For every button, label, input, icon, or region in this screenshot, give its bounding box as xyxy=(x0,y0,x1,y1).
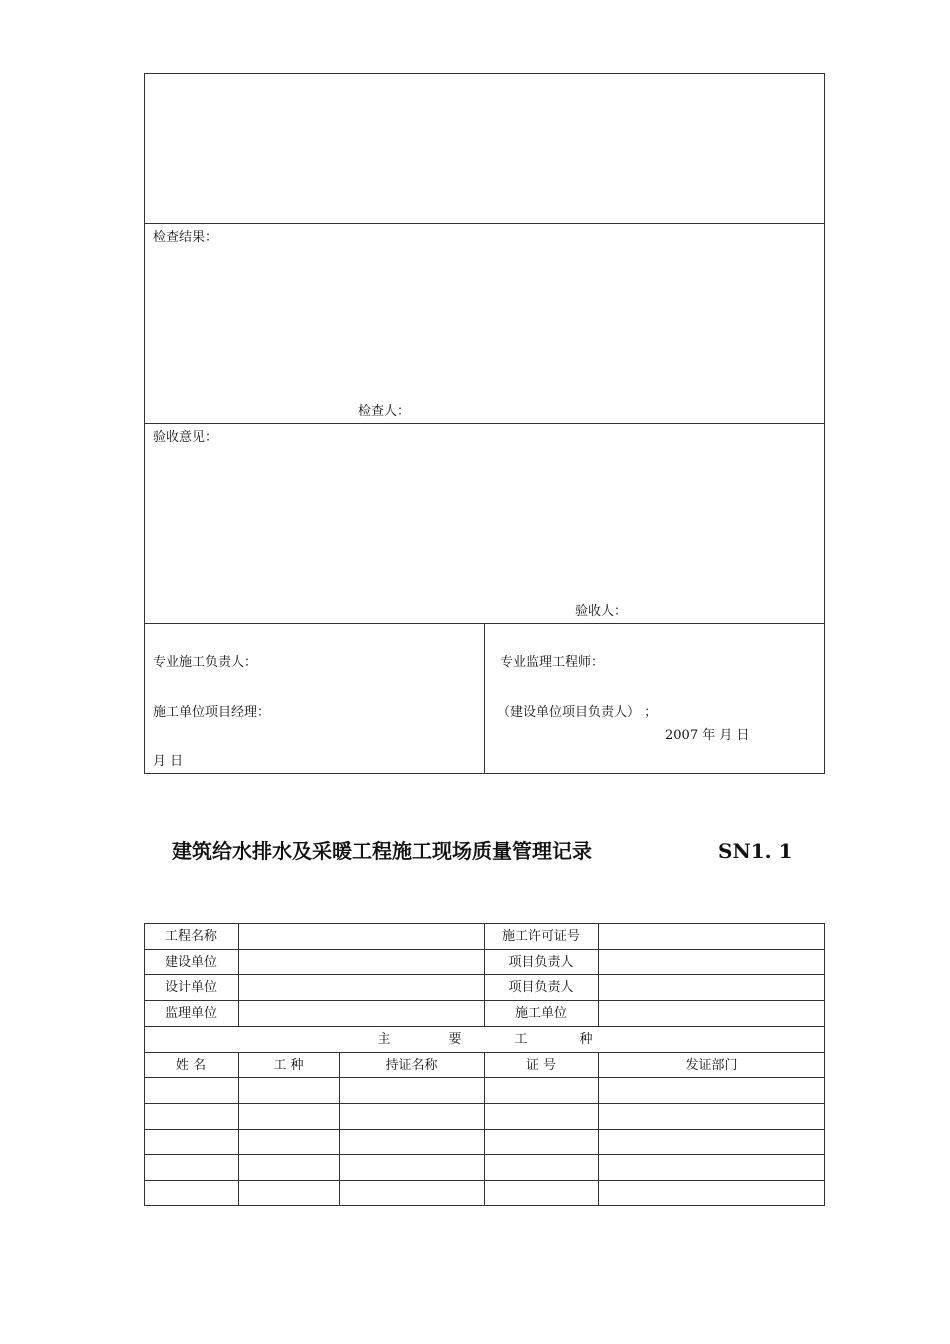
info-right-label: 施工单位 xyxy=(514,1006,567,1021)
column-header-issuer: 发证部门 xyxy=(685,1058,738,1073)
table-col-line xyxy=(598,1052,599,1206)
check-result-label: 检查结果： xyxy=(153,230,219,245)
column-header-trade: 工 种 xyxy=(273,1058,304,1073)
column-header-certificate-name: 持证名称 xyxy=(385,1058,438,1073)
info-label: 建设单位 xyxy=(164,955,217,970)
info-right-label: 施工许可证号 xyxy=(501,929,580,944)
column-header-name: 姓 名 xyxy=(175,1058,207,1073)
acceptor-label: 验收人： xyxy=(575,604,628,619)
column-header-certificate-number: 证 号 xyxy=(525,1058,557,1073)
section-header-char: 要 xyxy=(448,1032,462,1047)
divider-2 xyxy=(144,423,825,424)
table-row-line xyxy=(144,1026,825,1027)
table-col-line xyxy=(339,1052,340,1206)
section-header-char: 种 xyxy=(579,1032,593,1047)
owner-lead-label: （建设单位项目负责人） ； xyxy=(497,705,658,720)
info-right-label: 项目负责人 xyxy=(508,980,574,995)
info-label: 设计单位 xyxy=(164,980,217,995)
construction-lead-label: 专业施工负责人： xyxy=(153,655,258,670)
date-line: 2007 年 月 日 xyxy=(665,728,750,743)
section-header-char: 工 xyxy=(514,1032,528,1047)
signature-divider xyxy=(484,623,485,774)
table-col-line xyxy=(484,1052,485,1206)
inspector-label: 检查人： xyxy=(358,404,411,419)
acceptance-label: 验收意见： xyxy=(153,430,219,445)
supervision-engineer-label: 专业监理工程师： xyxy=(500,655,605,670)
divider-1 xyxy=(144,223,825,224)
month-day-label: 月 日 xyxy=(153,754,184,769)
info-right-label: 项目负责人 xyxy=(508,955,574,970)
table-col-line xyxy=(238,1052,239,1206)
table-col-line xyxy=(238,923,239,1026)
info-label: 工程名称 xyxy=(164,929,217,944)
project-manager-label: 施工单位项目经理： xyxy=(153,705,271,720)
form-code: SN1. 1 xyxy=(718,839,793,863)
page-title: 建筑给水排水及采暖工程施工现场质量管理记录 xyxy=(172,839,592,863)
section-header-char: 主 xyxy=(377,1032,391,1047)
table-col-line xyxy=(598,923,599,1026)
info-label: 监理单位 xyxy=(164,1006,217,1021)
